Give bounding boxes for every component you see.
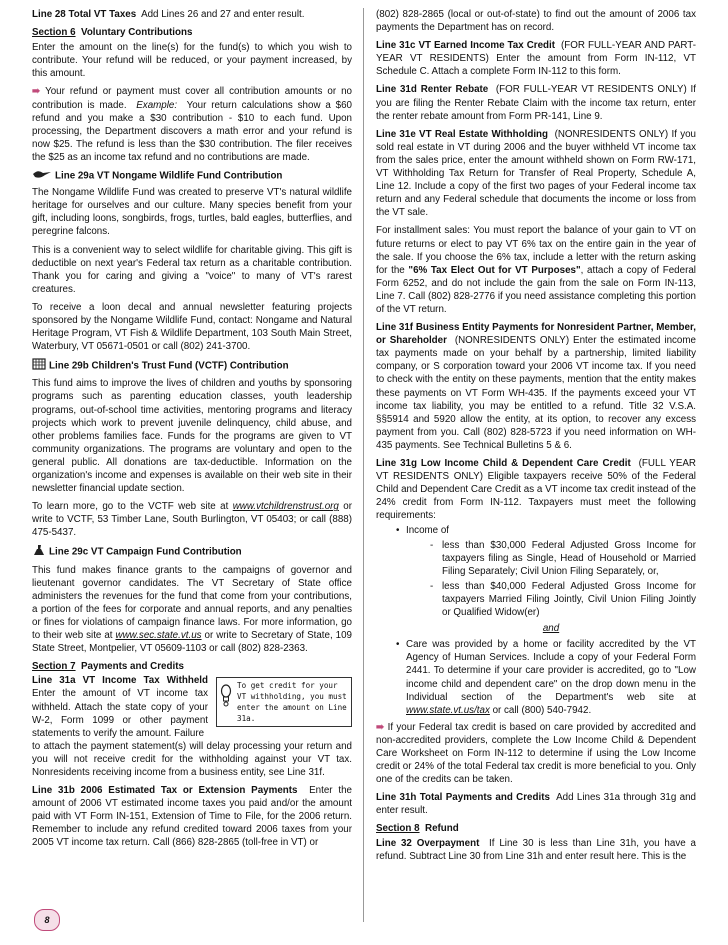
line31a-text-b: to attach the payment statement(s) will delay processing your return and you will not receive credit for the withholding against your VT tax. Nonresidents receiving income from a business entity, see Line 31f. [32,740,352,778]
list-item: - less than $40,000 Federal Adjusted Gross Income for taxpayers Married Filing Jointly, Civil Union Filing Jointly or Qualified Widow(er) [442,580,696,619]
bird-icon [32,169,52,183]
line31b-text: Enter the amount of 2006 VT estimated income taxes you paid and/or the amount paid with VT Form IN-151, Extension of Time to File, for the 2006 return. Remember to include any refund credited toward 2006 taxes from your 2005 VT income tax return. Call (866) 828-2865 (toll-free in VT) or [32,785,352,849]
line31d-paragraph [376,83,696,122]
section7-heading [32,660,352,673]
line29c-heading [32,544,352,560]
line31g-label: Line 31g Low Income Child & Dependent Care Credit [376,458,631,469]
line31f-paragraph [376,321,696,452]
line31a-text-wrap [32,674,208,739]
line29a-label: Line 29a VT Nongame Wildlife Fund Contribution [55,170,283,182]
refund-paragraph [32,85,352,164]
line29b-label: Line 29b Children's Trust Fund (VCTF) Contribution [49,360,289,372]
calendar-icon [32,358,46,374]
section6-title: Voluntary Contributions [81,27,193,39]
withholding-note-box [216,677,352,727]
contrib-paragraph: Enter the amount on the line(s) for the fund(s) to which you wish to contribute. Your refund will be reduced, or your payment increased, by this amount. [32,42,352,80]
refund-text-a: Your refund or payment must cover all contribution amounts or no contribution is made. [32,86,353,111]
line32-label: Line 32 Overpayment [376,837,480,849]
campaign-paragraph [32,564,352,656]
line31h-text: Add Lines 31a through 31g and enter result. [376,792,696,817]
requirements-list [376,524,696,716]
campaign-text-b: or write to Secretary of State, 109 State Street, Montpelier, VT 05609-1103 or call (802) 828-2363. [32,630,352,655]
section7-label: Section 7 [32,661,76,673]
line31a-block [32,674,352,739]
vctf-text-b: or write to VCTF, 53 Timber Lane, South Burlington, VT 05403; or call (888) 475-5437. [32,501,352,539]
section6-label: Section 6 [32,27,76,39]
column-divider [363,8,364,922]
line31a-label: Line 31a VT Income Tax Withheld [32,675,208,687]
installment-text-a: For installment sales: You must report the balance of your gain to VT on future returns or elect to pay VT 6% tax on the entire gain in the year of the sale. If you choose the 6% tax, include a letter with the return asking for the [376,225,696,276]
line31g-paragraph [376,457,696,522]
line32-text: If Line 30 is less than Line 31h, you have a refund. Subtract Line 30 from Line 31h and enter result here. This is the [376,837,696,862]
list-item: - less than $30,000 Federal Adjusted Gross Income for taxpayers filing as Single, Head of Household or Married Filing Separately; Civil Union Filing Separately, or, [442,539,696,578]
list-item [406,524,696,635]
line29b-heading [32,358,352,374]
line28-text: Add Lines 26 and 27 and enter result. [141,9,305,20]
line31e-label: Line 31e VT Real Estate Withholding [376,128,549,140]
fedcredit-text: If your Federal tax credit is based on care provided by accredited and non-accredited providers, complete the Low Income Child & Dependent Care Worksheet on Form IN-112 to determine if using the Low Income credit or 24% of the total Federal tax credit is more beneficial to you. Only one of the credits can be taken. [376,721,696,786]
line31f-text: (NONRESIDENTS ONLY) Enter the estimated income tax payments made on your behalf by a partnership, limited liability company, or S corporation toward your 2006 VT income tax. If you need to check with the entity on these payments, mention that the entity makes these payments on VT Form WH-435. If the payments exceed your VT income tax liability, you may be entitled to a refund. Title 32 V.S.A. §§5914 and 5920 allow the entity, at its option, to recover any excess payment from you. Call (802) 828-5723 if you need information on WH-435 payments. See Technical Bulletins 5 & 6. [376,335,696,451]
care-text-a: Care was provided by a home or facility accredited by the VT Agency of Human Services. Include a copy of your Federal Form 2441. To determine if your care provider is accredited, go to "Low income child and dependent care" on the drop down menu in the Individual section of the Department's web site at [406,639,696,703]
and-label: and [542,623,560,635]
income-of-label: Income of [406,525,450,537]
line29c-label: Line 29c VT Campaign Fund Contribution [49,547,242,559]
line31c-text: (FOR FULL-YEAR AND PART-YEAR VT RESIDENTS) Enter the amount from Form IN-112, VT Schedule C. Attach a complete Form IN-112 to this form. [376,40,696,78]
campaign-text-a: This fund makes finance grants to the campaigns of governor and lieutenant governor candidates. The VT Secretary of State office administers the revenues for the fund that come from your contributions, a portion of the fees for corporate and annual reports, and any penalties or fines for violations of campaign finance laws. For more information, go to their web site at [32,564,352,642]
vctf-url-link[interactable]: www.vtchildrenstrust.org [232,501,339,513]
care-text-b: or call (800) 540-7942. [492,704,592,716]
list-item [406,638,696,717]
section8-title: Refund [425,823,459,835]
tax-url-link[interactable]: www.state.vt.us/tax [406,704,490,716]
page-number: 8 [34,909,60,931]
note-text: To get credit for your VT withholding, you must enter the amount on Line 31a. [237,681,347,724]
arrow-icon: ➠ [376,721,385,733]
line31b-label: Line 31b 2006 Estimated Tax or Extension Payments [32,785,298,797]
income-thresholds-list [406,539,696,620]
line31b-paragraph [32,784,352,849]
fedcredit-paragraph [376,721,696,786]
installment-text-b: , attach a copy of Federal Form 6252, and do not include the gain from the sale on Form IN-113, Line 7. Call (802) 828-2776 if you need assistance completing this portion of the VT return. [376,264,696,315]
line31h-paragraph [376,791,696,817]
section8-heading [376,822,696,835]
line31c-paragraph [376,39,696,78]
arrow-icon: ➠ [32,86,41,98]
line28-label: Line 28 Total VT Taxes [32,9,137,20]
line31e-paragraph [376,128,696,220]
line31f-label: Line 31f Business Entity Payments for Nonresident Partner, Member, or Shareholder [376,322,696,347]
line31d-label: Line 31d Renter Rebate [376,84,489,96]
nongame-paragraph-2: This is a convenient way to select wildlife for charitable giving. This gift is deductible on next year's Federal tax return as a charitable contribution. Thank you for caring and giving a "voice" to many of VT's rarest creatures. [32,244,352,295]
section6-heading [32,26,352,39]
line28-paragraph [32,8,352,21]
line31e-text: (NONRESIDENTS ONLY) If you sold real estate in VT during 2006 and the buyer withheld VT income tax from the sales price, enter the amount withheld shown on Form RW-171, VT Withholding Tax Return for Transfer of Real Property, Schedule A, Line 12. Include a copy of the first two pages of your Federal income tax return and any Federal schedule that documents the income or loss from the VT sale. [376,128,696,219]
refund-text-b: Your return calculations show a $60 refund and you make a $30 contribution - $10 to each fund. Upon processing, the Department discovers a math error and your refund is now $25. The refund is less than the $30 contribution. The filer receives the $25 as an income tax refund and no contributions are made. [32,99,352,163]
nongame-paragraph-3: To receive a loon decal and annual newsletter featuring projects sponsored by the Nongame Wildlife Fund, contact: Nongame and Natural Heritage Program, VT Fish & Wildlife Department, 103 South Main Street, Waterbury, VT 05671-0501 or call (802) 241-3700. [32,301,352,353]
sos-url-link[interactable]: www.sec.state.vt.us [115,630,202,642]
line31g-text: (FULL YEAR VT RESIDENTS ONLY) Eligible taxpayers receive 50% of the Federal Child and Dependent Care Credit as a VT income tax credit instead of the 24% credit from Form IN-112. Taxpayers must meet the following requirements: [376,458,696,522]
right-column [376,8,696,868]
vctf-paragraph-2 [32,500,352,539]
line31d-text: (FOR FULL-YEAR VT RESIDENTS ONLY) If you are filing the Renter Rebate Claim with the income tax return, enter the renter rebate amount from Form PR-141, Line 9. [376,84,696,122]
section7-title: Payments and Credits [81,661,184,673]
vctf-paragraph-1: This fund aims to improve the lives of children and youths by sponsoring programs such as parenting education classes, youth leadership programs, out-of-school time activities, mentoring programs and literacy projects which work to prevent juvenile delinquency, child abuse, and other problems families face. Funds for the programs are given to VT community organizations. The programs are voluntary and open to the general public. All donations are tax-deductible. Information on the organization's income and expenses is available on their web site in their newsletter financial update section. [32,378,352,495]
line31a-text-a: Enter the amount of VT income tax withheld. Attach the state copy of your W-2, Form 1099 or other payment statements to verify the amount. Failure [32,688,208,739]
left-column [32,8,352,855]
ballot-hand-icon [32,544,46,560]
continued-paragraph: (802) 828-2865 (local or out-of-state) to find out the amount of 2006 tax payments the Department has on record. [376,9,696,34]
lightbulb-icon [220,684,232,711]
line31h-label: Line 31h Total Payments and Credits [376,792,550,804]
line31c-label: Line 31c VT Earned Income Tax Credit [376,40,556,52]
vctf-text-a: To learn more, go to the VCTF web site at [32,501,229,513]
example-label: Example: [136,99,178,111]
section8-label: Section 8 [376,823,420,835]
installment-paragraph [376,224,696,316]
nongame-paragraph-1: The Nongame Wildlife Fund was created to preserve VT's natural wildlife heritage for ourselves and our culture. Many species benefit from your gift, including loons, songbirds, frogs, turtles, bald eagles, butterflies, and peregrine falcons. [32,187,352,238]
line32-paragraph [376,837,696,863]
line29a-heading [32,169,352,183]
installment-elect-out: "6% Tax Elect Out for VT Purposes" [408,264,581,276]
